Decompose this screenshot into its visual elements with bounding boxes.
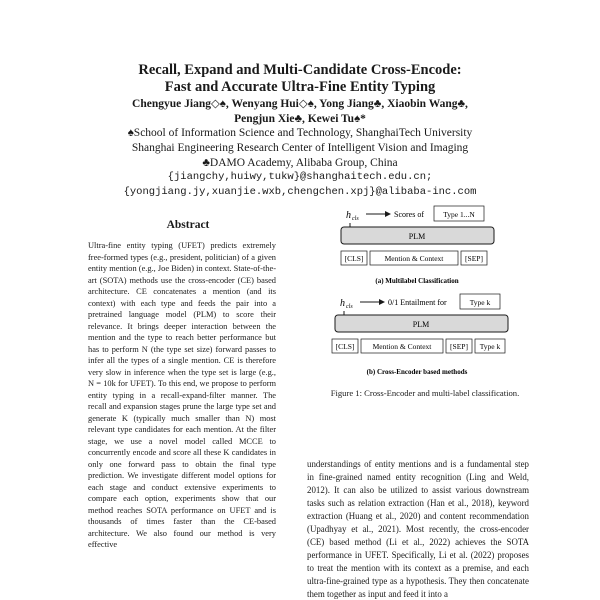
title-line-1: Recall, Expand and Multi-Candidate Cross-Encode: xyxy=(138,62,462,78)
panel-a xyxy=(341,206,494,285)
panel-a-h-label: h xyxy=(346,210,351,221)
authors-line-1: Chengyue Jiang◇♠, Wenyang Hui◇♠, Yong Jiang♣, Xiaobin Wang♣, xyxy=(132,98,468,110)
affiliation-1: ♠School of Information Science and Technology, ShanghaiTech University xyxy=(127,127,473,139)
panel-a-caption: (a) Multilabel Classification xyxy=(375,277,459,285)
email-line-1: {jiangchy,huiwy,tukw}@shanghaitech.edu.cn; xyxy=(167,171,433,183)
body-paragraph: understandings of entity mentions and is a fundamental step in fine-grained named entity recognition (Ling and Weld, 2012). It can also be utilized to assist various downstream tasks such as relation extraction (Han et al., 2018), keyword extraction (Huang et al., 2020) and content recommendation (Upadhyay et al., 2021). Most recently, the cross-encoder (CE) based method (Li et al., 2022) achieves the SOTA performance in UFET. Specifically, Li et al. (2022) proposes to treat the mention with its context as a premise, and each ultra-fine-grained type as a hypothesis. They then concatenate them together as input and feed it into a xyxy=(307,459,529,599)
author-list xyxy=(60,97,540,127)
panel-a-type-label: Type 1...N xyxy=(443,210,475,219)
figure-caption: Figure 1: Cross-Encoder and multi-label classification. xyxy=(330,388,520,398)
panel-b-plm-label: PLM xyxy=(412,320,430,329)
panel-a-h-sub: cls xyxy=(352,216,359,222)
panel-b-token-cls-label: [CLS] xyxy=(335,342,355,351)
panel-b-h-sub: cls xyxy=(346,304,353,310)
figure-1 xyxy=(310,203,540,418)
figure-diagram xyxy=(310,203,540,388)
panel-b-type-label: Type k xyxy=(469,298,491,307)
panel-b xyxy=(332,294,508,376)
affiliation-2: Shanghai Engineering Research Center of Intelligent Vision and Imaging xyxy=(131,142,469,154)
panel-b-token-mention-label: Mention & Context xyxy=(372,342,432,351)
paper-title xyxy=(60,62,540,96)
authors-line-2: Pengjun Xie♣, Kewei Tu♠* xyxy=(234,113,366,125)
panel-b-token-sep-label: [SEP] xyxy=(450,342,468,351)
panel-b-token-type-label: Type k xyxy=(479,342,501,351)
emails xyxy=(40,170,560,200)
panel-a-plm-label: PLM xyxy=(408,232,426,241)
panel-a-token-mention-label: Mention & Context xyxy=(384,254,444,263)
affiliation-3: ♣DAMO Academy, Alibaba Group, China xyxy=(202,157,398,169)
panel-b-arrow-label: 0/1 Entailment for xyxy=(388,298,447,307)
affiliations xyxy=(40,126,560,171)
abstract-heading: Abstract xyxy=(166,219,210,231)
abstract-text: Ultra-fine entity typing (UFET) predicts extremely free-formed types (e.g., president, politician) of a given entity mention (e.g., Joe Biden) in context. State-of-the-art (SOTA) methods use the cross-encoder (CE) based architecture. CE concatenates a mention (and its context) with each type and feeds the pair into a pretrained language model (PLM) to score their relevance. It brings deeper interaction between the mention and the type to reach better performance but has to perform N (the type set size) forward passes to infer all the types of a single mention. CE is therefore very slow in inference when the type set is large (e.g., N = 10k for UFET). To this end, we propose to perform entity typing in a recall-expand-filter manner. The recall and expansion stages prune the large type set and generate K (typically much smaller than N) most relevant type candidates for each mention. At the filter stage, we use a novel model called MCCE to concurrently encode and score all these K candidates in only one forward pass to obtain the final type prediction. We investigate different model options for each stage and conduct extensive experiments to compare each option, experiments show that our method reaches SOTA performance on UFET and is thousands of times faster than the CE-based architecture. We also found our method is very effective xyxy=(88,241,276,549)
body-column-right xyxy=(307,458,529,600)
abstract-body xyxy=(88,240,276,600)
panel-a-arrow-label: Scores of xyxy=(394,210,424,219)
title-line-2: Fast and Accurate Ultra-Fine Entity Typing xyxy=(164,79,436,95)
panel-b-caption: (b) Cross-Encoder based methods xyxy=(366,368,468,376)
panel-a-token-cls-label: [CLS] xyxy=(344,254,364,263)
email-line-2: {yongjiang.jy,xuanjie.wxb,chengchen.xpj}@alibaba-inc.com xyxy=(123,186,477,198)
panel-a-token-sep-label: [SEP] xyxy=(465,254,483,263)
panel-b-h-label: h xyxy=(340,298,345,309)
